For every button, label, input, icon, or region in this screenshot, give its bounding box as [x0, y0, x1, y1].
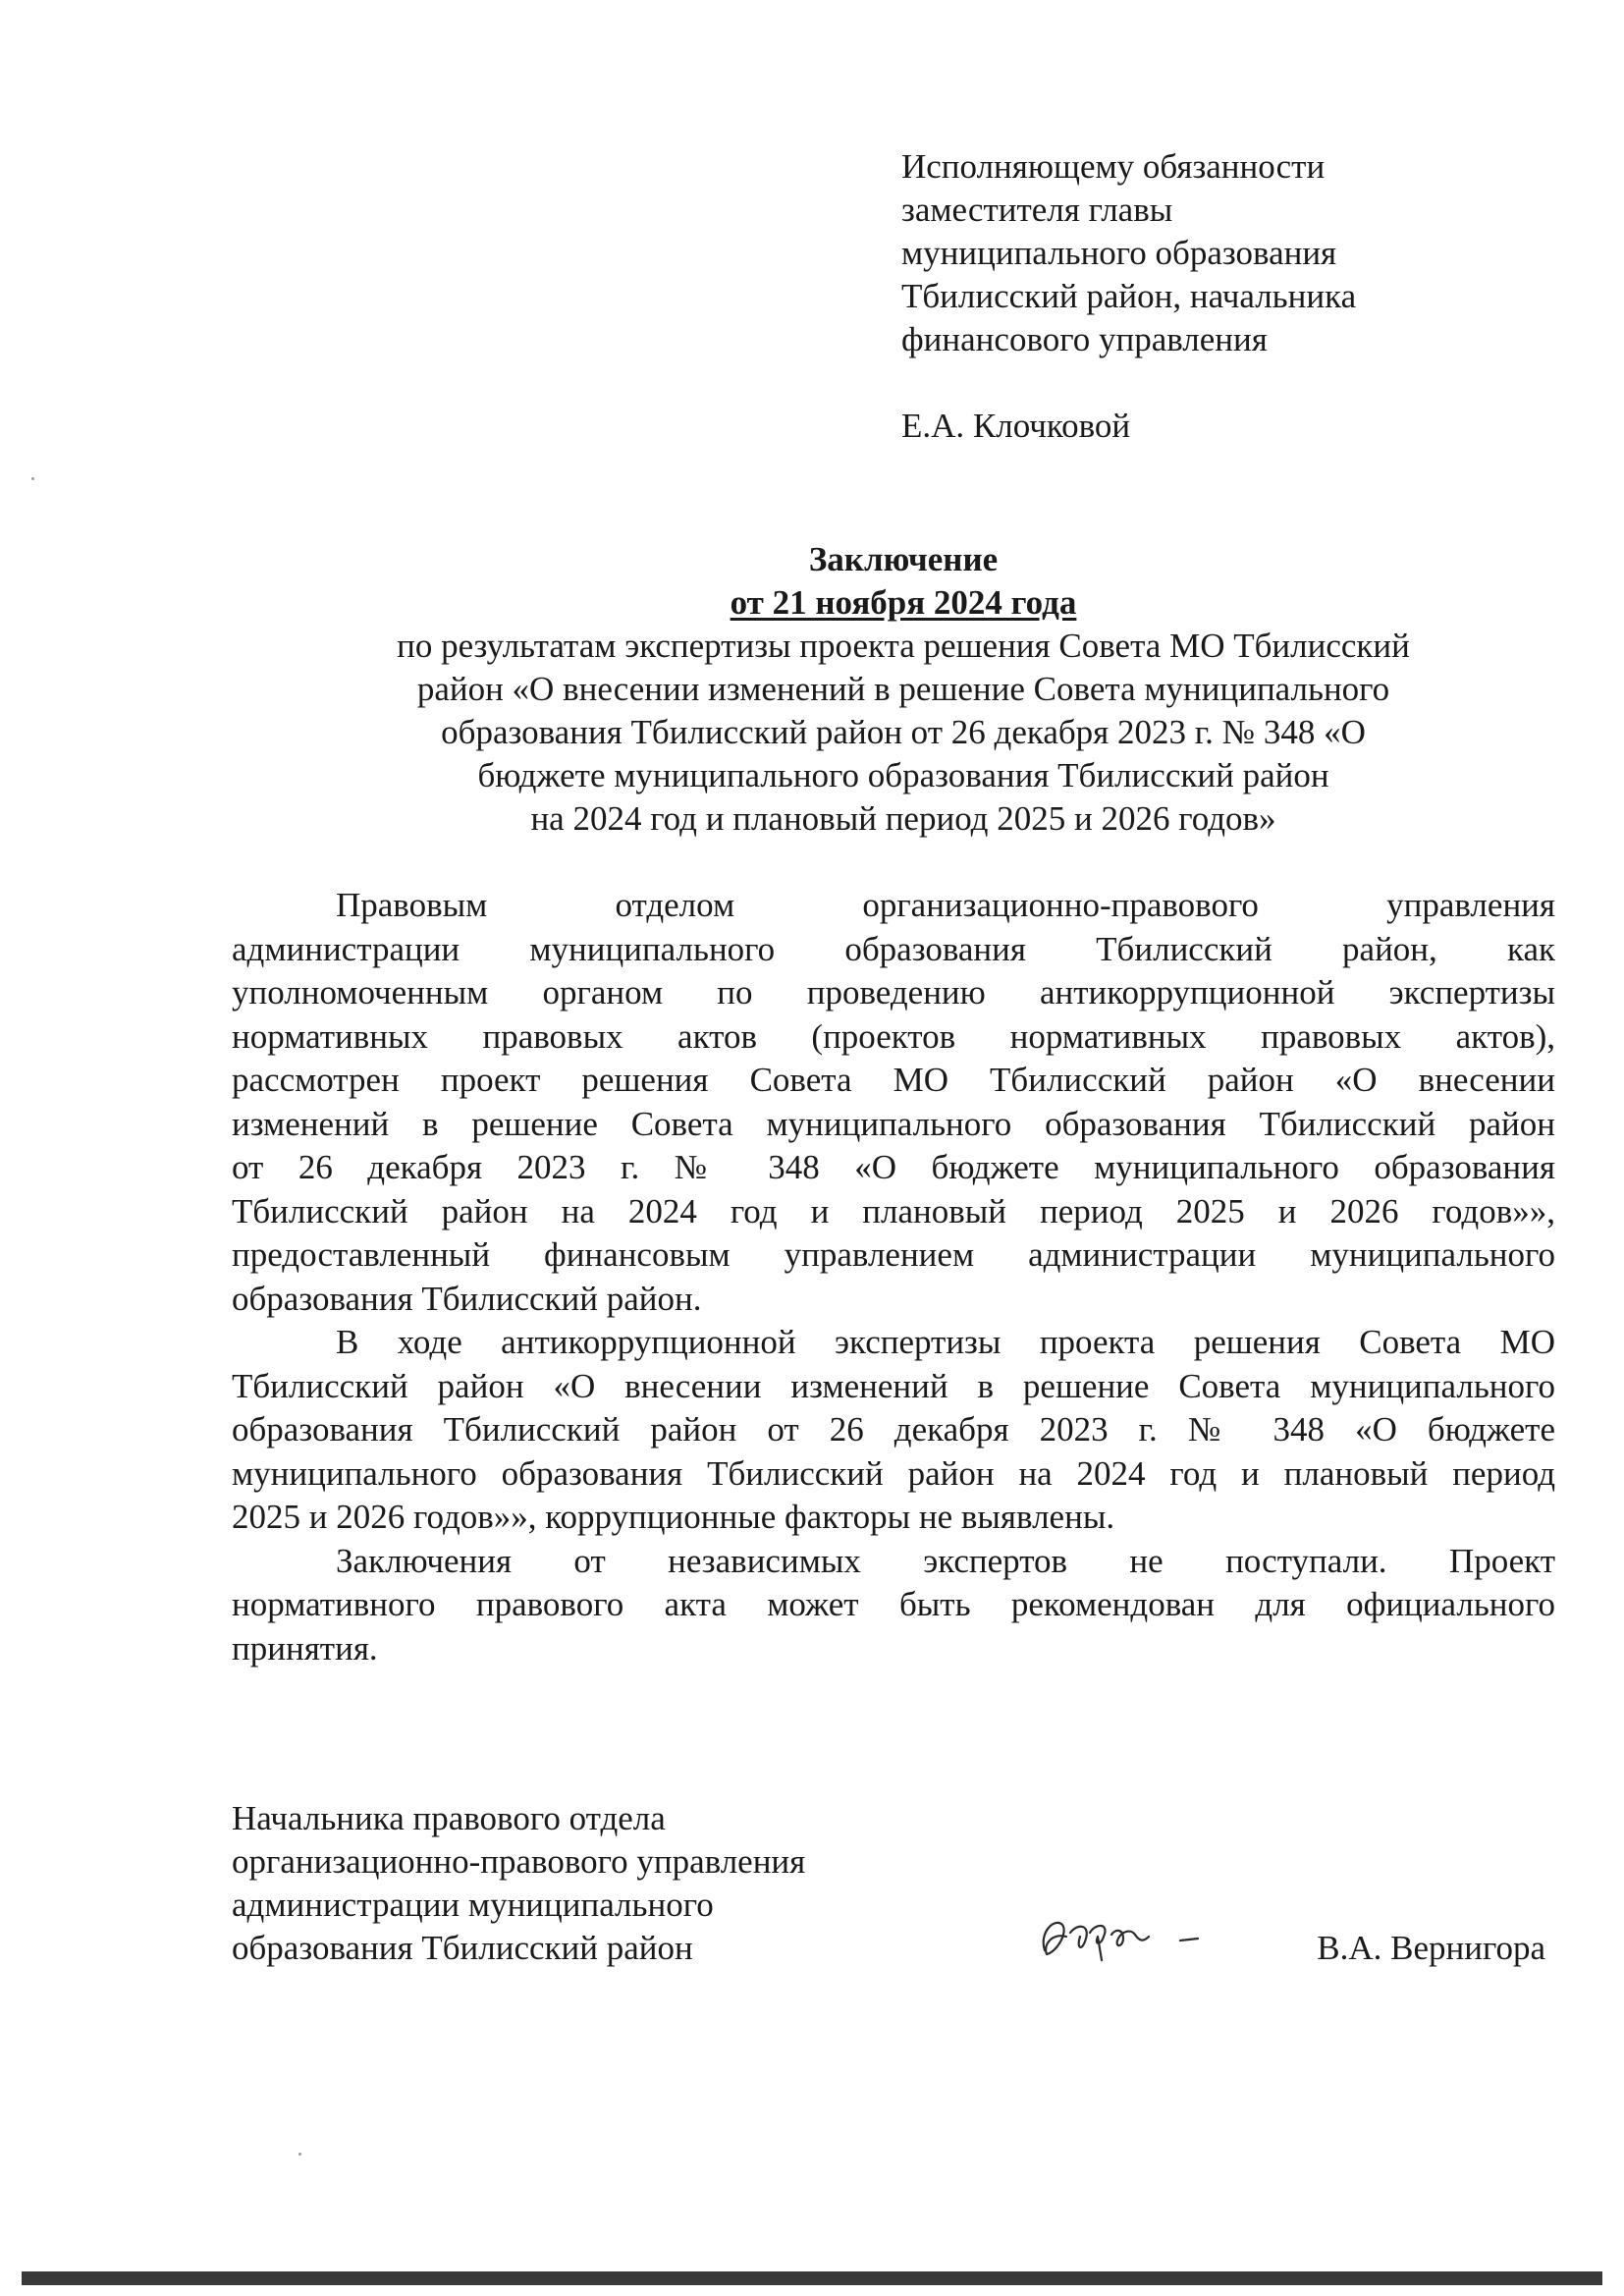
paragraph-line: Правовым отделом организационно-правового управления	[336, 886, 1555, 924]
paragraph-line: муниципального образования Тбилисский район на 2024 год и плановый период	[232, 1453, 1555, 1493]
scan-speck	[31, 477, 34, 480]
paragraph-line: образования Тбилисский район.	[232, 1279, 702, 1318]
signer-name: В.А. Вернигора	[1317, 1929, 1545, 1967]
document-subtitle-line: на 2024 год и плановый период 2025 и 2026 годов»	[530, 799, 1276, 838]
body-paragraph	[232, 884, 1555, 1321]
document-body	[232, 884, 1555, 1670]
document-heading	[226, 538, 1581, 841]
addressee-block	[901, 145, 1530, 448]
body-paragraph	[232, 1540, 1555, 1671]
document-subtitle-line: образования Тбилисский район от 26 декабря 2023 г. № 348 «О	[441, 713, 1366, 751]
paragraph-line: рассмотрен проект решения Совета МО Тбилисский район «О внесении	[232, 1061, 1555, 1099]
paragraph-line: нормативного правового акта может быть рекомендован для официального	[232, 1585, 1555, 1623]
document-date: от 21 ноября 2024 года	[730, 583, 1077, 622]
signer-position-line: Начальника правового отдела	[232, 1799, 666, 1837]
signature-block	[232, 1797, 1555, 1970]
scan-edge-bar	[22, 2271, 1602, 2285]
paragraph-line: администрации муниципального образования Тбилисский район, как	[232, 929, 1555, 968]
addressee-name: Е.А. Клочковой	[901, 407, 1131, 445]
signer-position-line: организационно-правового управления	[232, 1842, 806, 1881]
paragraph-line: нормативных правовых актов (проектов нормативных правовых актов),	[232, 1016, 1555, 1056]
signer-position-line: администрации муниципального	[232, 1886, 714, 1924]
addressee-line: Тбилисский район, начальника	[901, 277, 1357, 315]
addressee-line: Исполняющему обязанности	[901, 147, 1326, 186]
addressee-line: муниципального образования	[901, 234, 1337, 272]
paragraph-line: принятия.	[232, 1628, 378, 1667]
handwritten-signature	[1033, 1903, 1229, 1972]
paragraph-line: Тбилисский район «О внесении изменений в решение Совета муниципального	[232, 1366, 1555, 1405]
document-title: Заключение	[808, 540, 999, 578]
addressee-line: заместителя главы	[901, 191, 1173, 229]
paragraph-line: изменений в решение Совета муниципального образования Тбилисский район	[232, 1104, 1555, 1143]
document-subtitle-line: бюджете муниципального образования Тбилисский район	[477, 756, 1329, 794]
signer-position-line: образования Тбилисский район	[232, 1929, 693, 1967]
addressee-line: финансового управления	[901, 320, 1268, 358]
paragraph-line: В ходе антикоррупционной экспертизы проекта решения Совета МО	[336, 1323, 1555, 1361]
body-paragraph	[232, 1321, 1555, 1540]
paragraph-line: уполномоченным органом по проведению антикоррупционной экспертизы	[232, 973, 1555, 1011]
paragraph-line: Тбилисский район на 2024 год и плановый период 2025 и 2026 годов»»,	[232, 1191, 1555, 1230]
paragraph-line: образования Тбилисский район от 26 декабря 2023 г. № 348 «О бюджете	[232, 1410, 1555, 1449]
scan-speck	[298, 2153, 301, 2156]
document-subtitle-line: район «О внесении изменений в решение Совета муниципального	[416, 670, 1390, 708]
paragraph-line: предоставленный финансовым управлением администрации муниципального	[232, 1235, 1555, 1274]
document-subtitle-line: по результатам экспертизы проекта решения Совета МО Тбилисский	[397, 627, 1410, 665]
paragraph-line: Заключения от независимых экспертов не поступали. Проект	[336, 1541, 1555, 1580]
paragraph-line: от 26 декабря 2023 г. № 348 «О бюджете муниципального образования	[232, 1148, 1555, 1186]
paragraph-line: 2025 и 2026 годов»», коррупционные факторы не выявлены.	[232, 1498, 1115, 1536]
